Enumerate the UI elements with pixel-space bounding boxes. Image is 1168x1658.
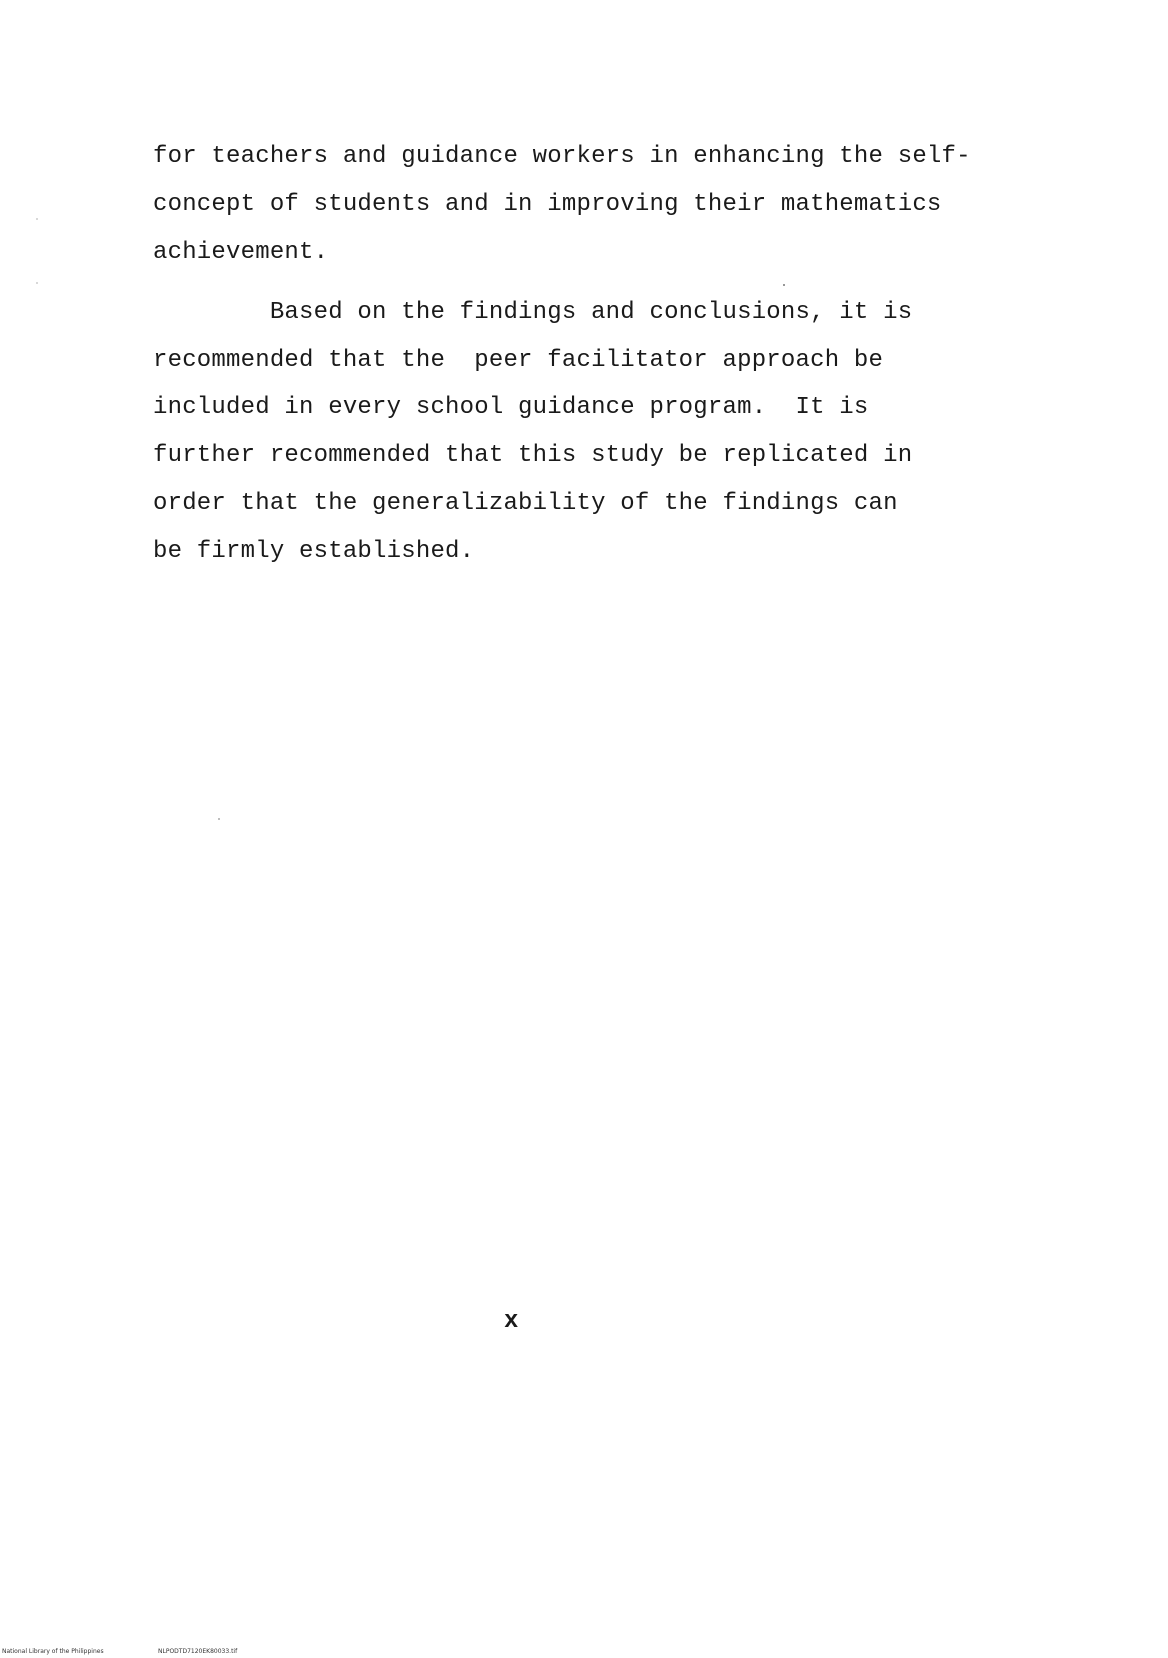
paragraph-1-line-3: achievement. (153, 239, 329, 266)
paragraph-2-line-4: further recommended that this study be replicated in (153, 442, 913, 469)
paragraph-2-line-5: order that the generalizability of the findings can (153, 490, 898, 517)
paragraph-1-line-2: concept of students and in improving their mathematics (153, 191, 942, 218)
paragraph-2-line-2: recommended that the peer facilitator approach be (153, 347, 884, 374)
scan-speck (783, 284, 785, 286)
scan-speck (218, 818, 220, 820)
paragraph-2-line-3: included in every school guidance program. It is (153, 394, 869, 421)
footer-library: National Library of the Philippines (2, 1648, 104, 1655)
footer-file-name: NLPODTD7120EK80033.tif (158, 1648, 238, 1655)
paragraph-2-line-6: be firmly established. (153, 538, 475, 565)
paragraph-1-line-1: for teachers and guidance workers in enhancing the self- (153, 143, 971, 170)
page-number: x (504, 1308, 519, 1335)
scan-speck (36, 282, 38, 284)
scan-speck (36, 218, 38, 220)
paragraph-2-line-1: Based on the findings and conclusions, it is (153, 299, 913, 326)
